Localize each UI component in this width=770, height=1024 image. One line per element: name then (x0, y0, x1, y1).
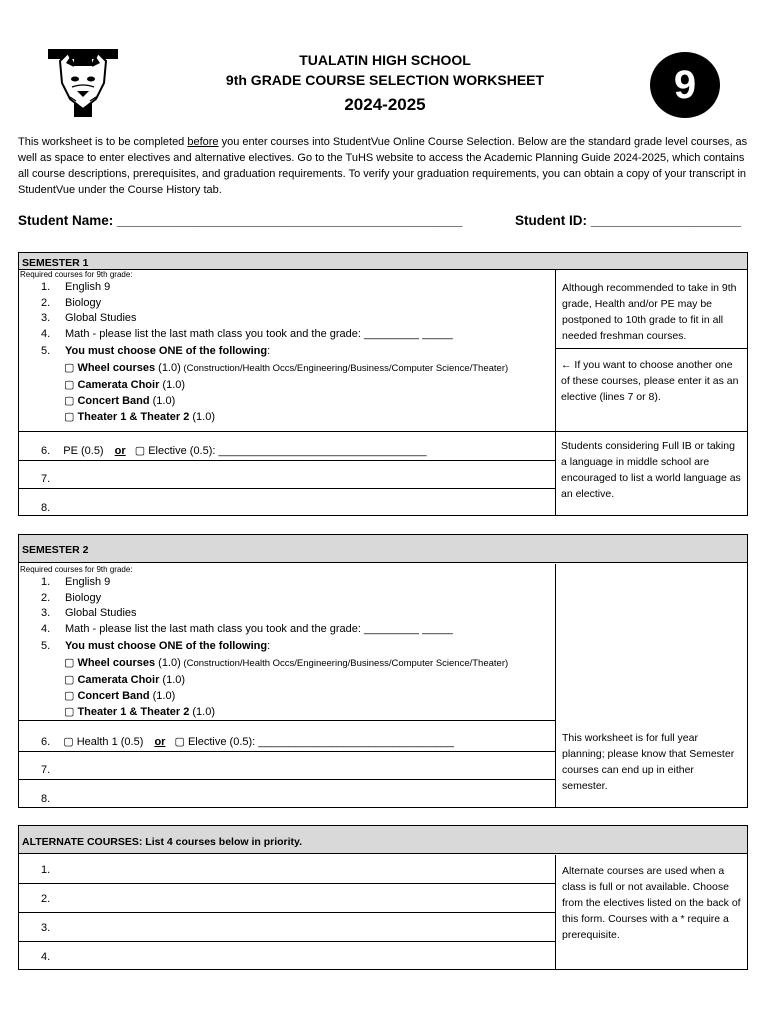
elective-field[interactable]: Elective (0.5): ________________________________ (187, 736, 455, 748)
divider (19, 883, 555, 884)
alternate-notes (555, 855, 747, 969)
note-ib-language: Students considering Full IB or taking a language in middle school are encouraged to list a world language as an elective. (561, 440, 741, 500)
checkbox-icon[interactable]: ▢ (134, 445, 146, 457)
pe-option[interactable]: PE (0.5) (63, 445, 104, 457)
checkbox-icon[interactable]: ▢ (64, 689, 78, 702)
school-name: TUALATIN HIGH SCHOOL (299, 52, 471, 68)
intro-text-2: you enter courses into StudentVue Online Course Selection. Below are the standard grade level courses, as well as space to enter electives and alternative electives. Go to the TuHS website to access the Academic Planning Guide 2024-2025, which contains all course descriptions, prerequisites, and graduation requirements. To verify your graduation requirements, you can obtain a copy of your transcript in StudentVue under the Course History tab. (18, 136, 748, 196)
wolf-logo-icon (46, 47, 120, 119)
alternate-courses-heading: ALTERNATE COURSES: List 4 courses below in priority. (19, 826, 747, 854)
option-credit: (1.0) (189, 410, 216, 423)
student-name-field[interactable]: Student Name: ______________________________________________ (18, 213, 463, 228)
health-option[interactable]: Health 1 (0.5) (76, 736, 144, 748)
intro-paragraph (18, 134, 753, 198)
list-number: 4. (41, 951, 51, 963)
row-8[interactable] (41, 793, 50, 805)
colon: : (267, 640, 271, 652)
colon: : (267, 345, 271, 357)
course-name: Global Studies (65, 312, 137, 324)
note-alternates: Alternate courses are used when a class is full or not available. Choose from the electives listed on the back of this form. Courses with a * require a prerequisite. (562, 865, 741, 941)
option-name: Concert Band (77, 394, 150, 407)
list-number: 4. (41, 622, 51, 635)
option-credit: (1.0) (149, 689, 176, 702)
option-credit: (1.0) (159, 673, 186, 686)
divider (555, 348, 747, 349)
elective-options (19, 360, 555, 425)
option-credit: (1.0) (149, 394, 176, 407)
required-courses-label: Required courses for 9th grade: (20, 565, 133, 574)
divider (19, 941, 555, 942)
note-full-year: This worksheet is for full year planning; please know that Semester courses can end up in either semester. (562, 732, 735, 792)
divider (19, 751, 555, 752)
elective-field[interactable]: Elective (0.5): __________________________________ (148, 445, 427, 457)
list-item (19, 591, 555, 607)
math-course-field[interactable]: Math - please list the last math class you took and the grade: _________ _____ (65, 622, 453, 635)
or-label: or (114, 445, 126, 457)
checkbox-icon[interactable]: ▢ (64, 361, 78, 374)
student-info-row (18, 213, 750, 228)
list-item (19, 327, 555, 343)
list-number: 2. (41, 296, 51, 309)
divider (555, 431, 747, 432)
divider (19, 720, 555, 721)
semester-1-section (18, 252, 748, 516)
alternate-row-4[interactable] (41, 951, 50, 963)
option-name: Wheel courses (77, 656, 156, 669)
or-label: or (154, 736, 166, 748)
divider (19, 912, 555, 913)
option-band[interactable] (64, 688, 555, 704)
divider (19, 779, 555, 780)
alternate-courses-section (18, 825, 748, 970)
option-choir[interactable] (64, 672, 555, 688)
choose-one-label: You must choose ONE of the following (65, 345, 268, 357)
grade-badge: 9 (650, 52, 720, 118)
choose-one-label: You must choose ONE of the following (65, 640, 268, 652)
list-number: 2. (41, 893, 51, 905)
note-choose-another: ← If you want to choose another one of these courses, please enter it as an elective (lines 7 or 8). (561, 359, 739, 403)
option-choir[interactable] (64, 377, 555, 393)
list-item (19, 280, 555, 296)
list-item (19, 606, 555, 622)
checkbox-icon[interactable]: ▢ (64, 656, 78, 669)
option-extra: (Construction/Health Occs/Engineering/Business/Computer Science/Theater) (180, 657, 509, 669)
course-name: Biology (65, 591, 102, 604)
semester-2-section (18, 534, 748, 808)
page-header (180, 50, 590, 118)
list-item (19, 639, 555, 655)
checkbox-icon[interactable]: ▢ (64, 410, 78, 423)
list-number: 5. (41, 640, 51, 652)
divider (19, 460, 555, 461)
course-name: English 9 (65, 576, 111, 588)
row-6 (41, 444, 427, 457)
semester-1-heading: SEMESTER 1 (19, 253, 747, 270)
list-item (19, 575, 555, 591)
semester-2-heading: SEMESTER 2 (19, 535, 747, 563)
list-item (19, 296, 555, 312)
course-name: Global Studies (65, 607, 137, 619)
list-item (19, 622, 555, 638)
option-name: Camerata Choir (77, 673, 160, 686)
list-item (19, 311, 555, 327)
option-credit: (1.0) (189, 705, 216, 718)
course-name: English 9 (65, 281, 111, 293)
option-name: Theater 1 & Theater 2 (77, 410, 190, 423)
elective-options (19, 655, 555, 720)
required-course-list (19, 575, 555, 655)
divider (19, 431, 555, 432)
checkbox-icon[interactable]: ▢ (174, 736, 185, 748)
intro-text-1: This worksheet is to be completed (18, 136, 188, 148)
option-theater[interactable] (64, 704, 555, 720)
checkbox-icon[interactable]: ▢ (64, 394, 78, 407)
option-name: Concert Band (77, 689, 150, 702)
option-band[interactable] (64, 393, 555, 409)
alternate-row-1[interactable] (41, 864, 50, 876)
alternate-row-2[interactable] (41, 893, 50, 905)
list-number: 1. (41, 281, 51, 293)
list-number: 3. (41, 312, 51, 324)
list-number: 7. (41, 473, 51, 485)
math-course-field[interactable]: Math - please list the last math class you took and the grade: _________ _____ (65, 327, 453, 340)
list-number: 3. (41, 607, 51, 619)
list-number: 8. (41, 793, 51, 805)
checkbox-icon[interactable]: ▢ (64, 378, 78, 391)
list-number: 6. (41, 445, 51, 457)
student-id-field[interactable]: Student ID: ____________________ (515, 213, 741, 228)
row-6 (41, 735, 454, 748)
row-7[interactable] (41, 473, 50, 485)
option-name: Wheel courses (77, 361, 156, 374)
checkbox-icon[interactable]: ▢ (64, 705, 78, 718)
list-number: 1. (41, 576, 51, 588)
course-name: Biology (65, 296, 102, 309)
option-credit: (1.0) (155, 361, 181, 374)
list-number: 8. (41, 502, 51, 514)
divider (19, 488, 555, 489)
row-8[interactable] (41, 502, 50, 514)
option-name: Theater 1 & Theater 2 (77, 705, 190, 718)
worksheet-title: 9th GRADE COURSE SELECTION WORKSHEET (225, 72, 545, 88)
note-health-pe: Although recommended to take in 9th grade, Health and/or PE may be postponed to 10th grade to fit in all needed freshman courses. (562, 282, 737, 342)
semester-1-courses (19, 270, 555, 425)
school-year: 2024-2025 (344, 95, 426, 114)
option-wheel[interactable] (64, 360, 555, 377)
required-courses-label: Required courses for 9th grade: (20, 270, 133, 279)
alternate-row-3[interactable] (41, 922, 50, 934)
option-credit: (1.0) (155, 656, 181, 669)
row-7[interactable] (41, 764, 50, 776)
semester-2-notes (555, 564, 747, 807)
required-course-list (19, 280, 555, 360)
semester-2-courses (19, 565, 555, 720)
option-wheel[interactable] (64, 655, 555, 672)
option-extra: (Construction/Health Occs/Engineering/Business/Computer Science/Theater) (180, 362, 509, 374)
list-number: 7. (41, 764, 51, 776)
intro-underlined: before (187, 136, 219, 148)
option-theater[interactable] (64, 409, 555, 425)
list-number: 2. (41, 591, 51, 604)
option-credit: (1.0) (159, 378, 186, 391)
list-number: 1. (41, 864, 51, 876)
checkbox-icon[interactable]: ▢ (63, 736, 74, 748)
list-number: 3. (41, 922, 51, 934)
checkbox-icon[interactable]: ▢ (64, 673, 78, 686)
list-item (19, 344, 555, 360)
option-name: Camerata Choir (77, 378, 160, 391)
list-number: 5. (41, 345, 51, 357)
list-number: 4. (41, 327, 51, 340)
list-number: 6. (41, 736, 51, 748)
